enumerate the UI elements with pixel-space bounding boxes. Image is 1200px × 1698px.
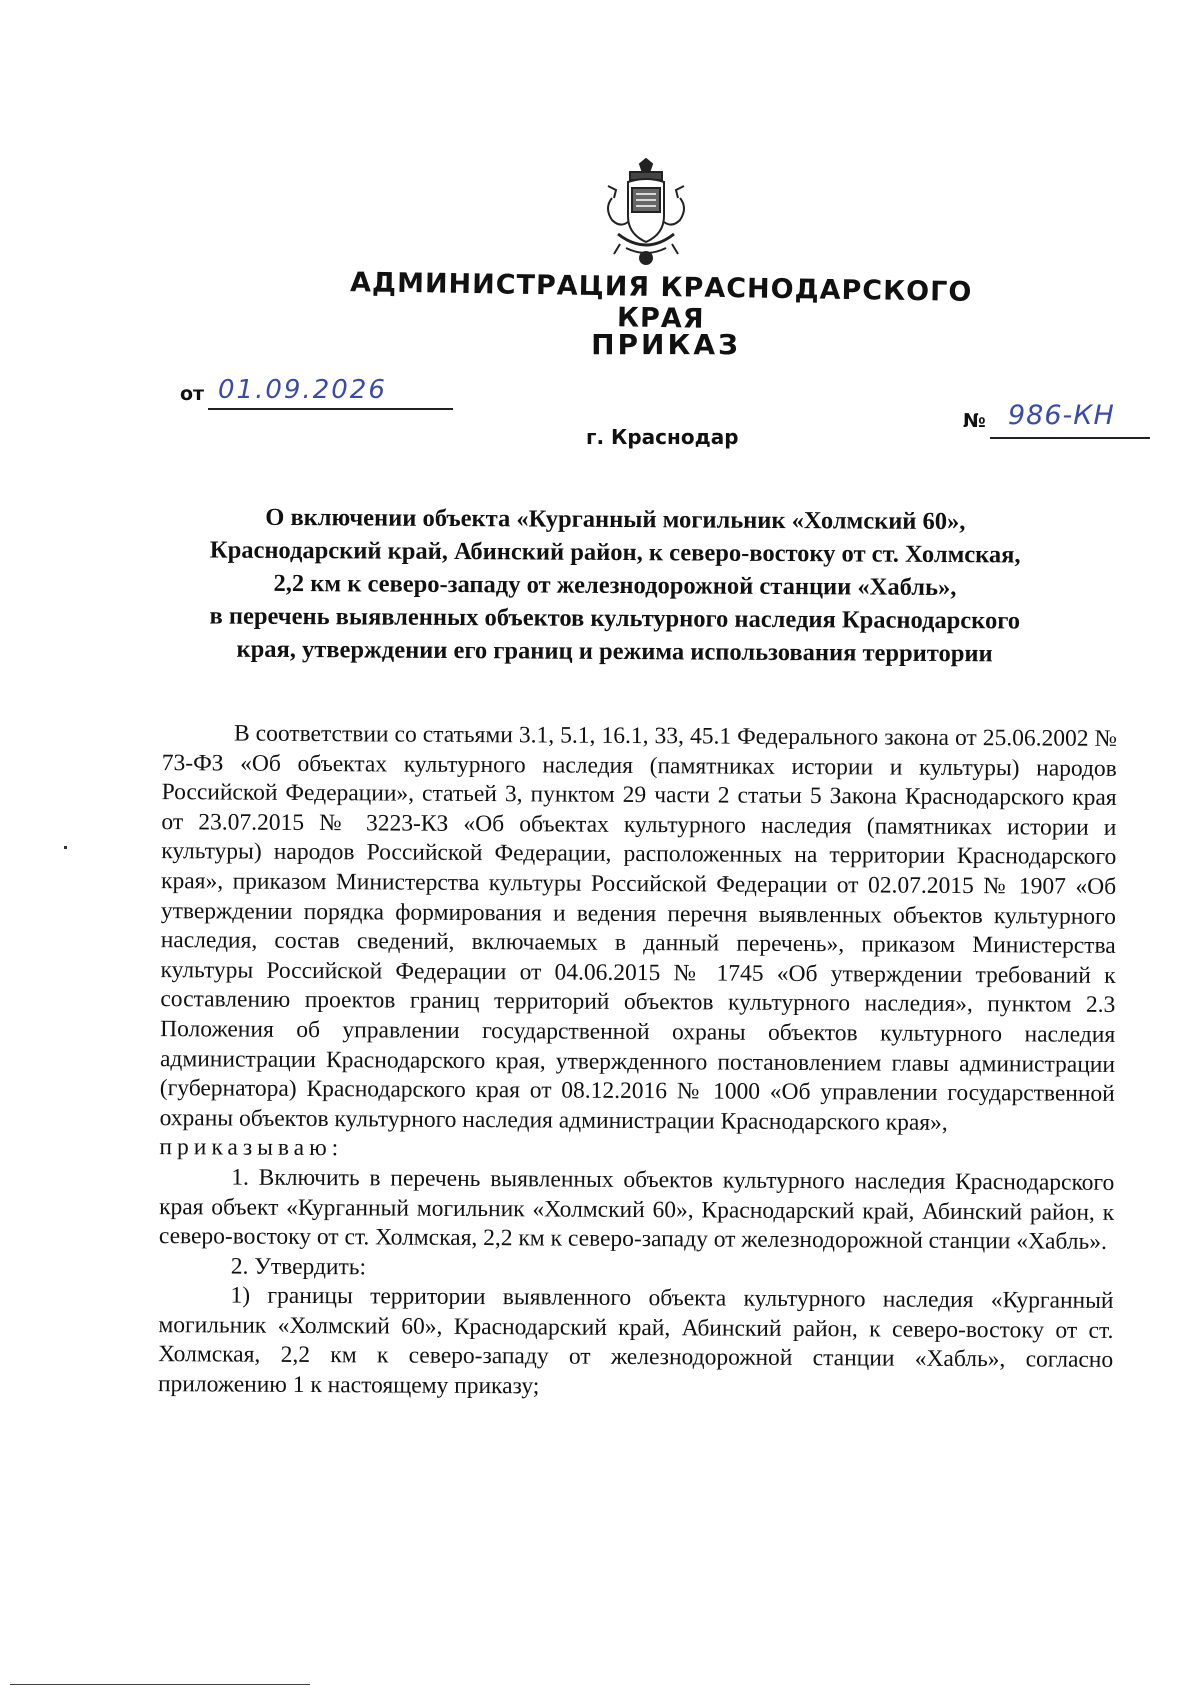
order-word: приказываю:	[159, 1134, 344, 1162]
city: г. Краснодар	[586, 425, 739, 449]
organization-name: АДМИНИСТРАЦИЯ КРАСНОДАРСКОГО КРАЯ	[349, 267, 973, 335]
date-underline	[208, 408, 453, 410]
item-2-1: 1) границы территории выявленного объекта культурного наследия «Курганный могильник «Холмский 60», Краснодарский край, Абинский район, к северо-востоку от ст. Холмская, 2,2 км к северо-западу от железнодорожной станции «Хабль», согласно приложению 1 к настоящему приказу;	[157, 1282, 1114, 1400]
title-line: О включении объекта «Курганный могильник «Холмский 60»,	[265, 503, 966, 536]
coat-of-arms-icon	[600, 158, 692, 268]
footer-rule	[10, 1684, 310, 1685]
title-line: в перечень выявленных объектов культурного наследия Краснодарского	[209, 602, 1021, 635]
document-body	[158, 719, 1117, 1405]
date-value: 01.09.2026	[218, 375, 387, 405]
title-line: края, утверждении его границ и режима использования территории	[236, 635, 993, 668]
document-type: ПРИКАЗ	[591, 328, 741, 361]
date-prefix: от	[180, 383, 205, 405]
item-1: 1. Включить в перечень выявленных объектов культурного наследия Краснодарского края объект «Курганный могильник «Холмский 60», Краснодарский край, Абинский район, к северо-востоку от ст. Холмская, 2,2 км к северо-западу от железнодорожной станции «Хабль».	[158, 1164, 1115, 1255]
item-2: 2. Утвердить:	[230, 1253, 367, 1281]
title-line: 2,2 км к северо-западу от железнодорожной станции «Хабль»,	[273, 569, 957, 602]
title-line: Краснодарский край, Абинский район, к северо-востоку от ст. Холмская,	[209, 536, 1021, 569]
number-underline	[990, 437, 1150, 439]
number-prefix: №	[963, 410, 986, 432]
margin-mark	[64, 846, 67, 849]
document-title	[150, 500, 1081, 671]
preamble-paragraph: В соответствии со статьями 3.1, 5.1, 16.1, 33, 45.1 Федерального закона от 25.06.2002 № 73-ФЗ «Об объектах культурного наследия (памятниках истории и культуры) народов Российской Федерации», статьей 3, пунктом 29 части 2 статьи 5 Закона Краснодарского края от 23.07.2015 № 3223-КЗ «Об объектах культурного наследия (памятниках истории и культуры) народов Российской Федерации, расположенных на территории Краснодарского края», приказом Министерства культуры Российской Федерации от 02.07.2015 № 1907 «Об утверждении порядка формирования и ведения перечня выявленных объектов культурного наследия, состав сведений, включаемых в данный перечень», приказом Министерства культуры Российской Федерации от 04.06.2015 № 1745 «Об утверждении требований к составлению проектов границ территорий объектов культурного наследия», пунктом 2.3 Положения об управлении государственной охраны объектов культурного наследия администрации Краснодарского края, утвержденного постановлением главы администрации (губернатора) Краснодарского края от 08.12.2016 № 1000 «Об управлении государственной охраны объектов культурного наследия администрации Краснодарского края»,	[159, 720, 1118, 1136]
number-value: 986-КН	[1008, 400, 1115, 431]
